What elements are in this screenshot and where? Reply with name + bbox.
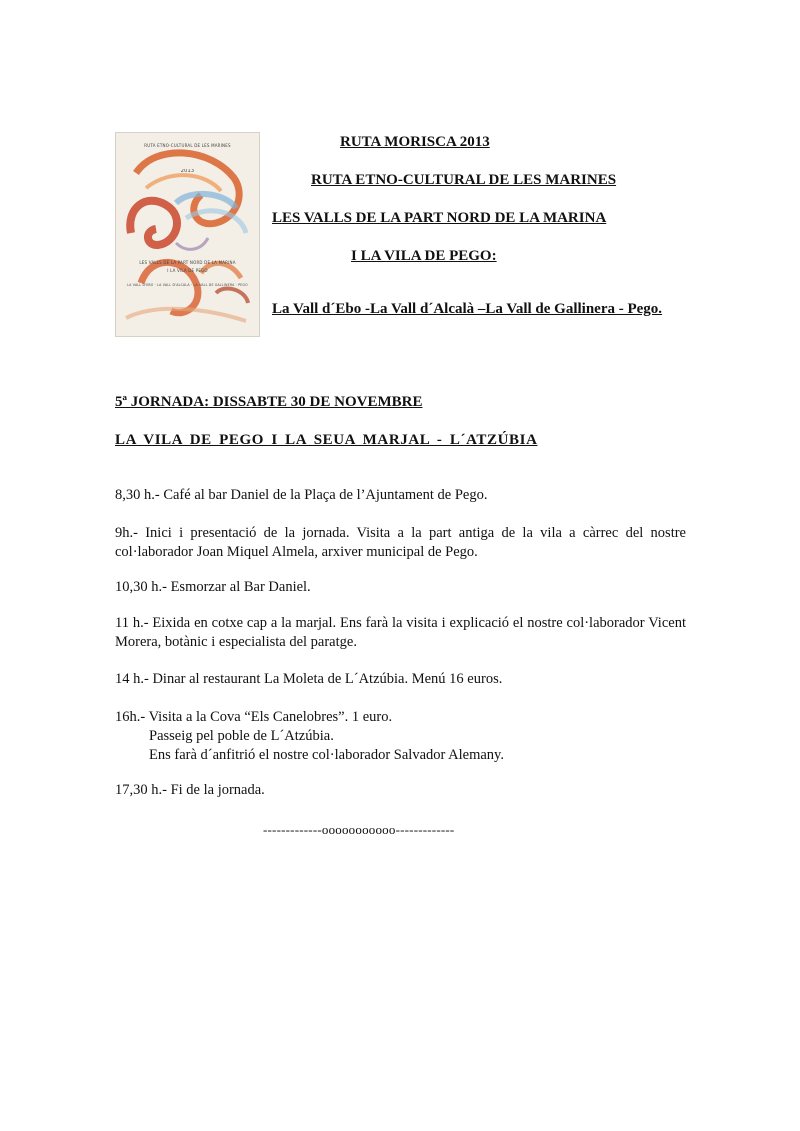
poster-caption-3: LA VALL D'EBO · LA VALL D'ALCALÀ · LA VALL DE GALLINERA · PEGO: [127, 283, 248, 287]
schedule-item-cave-visit: [115, 708, 686, 765]
poster-artwork: [116, 133, 259, 336]
title-les-valls: LES VALLS DE LA PART NORD DE LA MARINA: [272, 210, 607, 226]
schedule-item-presentation: 9h.- Inici i presentació de la jornada. Visita a la part antiga de la vila a càrrec del nostre col·laborador Joan Miquel Almela, arxiver municipal de Pego.: [115, 525, 686, 560]
schedule-item-end: 17,30 h.- Fi de la jornada.: [115, 782, 265, 798]
title-ruta-etno-cultural: RUTA ETNO-CULTURAL DE LES MARINES: [311, 172, 617, 188]
poster-image: [115, 132, 260, 337]
poster-year: 2013: [180, 169, 195, 174]
village-walk-line: Passeig pel poble de L´Atzúbia.: [149, 728, 334, 744]
poster-caption-2: I LA VILA DE PEGO: [167, 268, 208, 273]
poster-top-line: RUTA ETNO-CULTURAL DE LES MARINES: [144, 143, 231, 148]
towns-list: La Vall d´Ebo -La Vall d´Alcalà –La Vall de Gallinera - Pego.: [272, 301, 663, 317]
separator-line: -------------ooooooooooo-------------: [263, 822, 455, 837]
host-line: Ens farà d´anfitrió el nostre col·laborador Salvador Alemany.: [149, 747, 504, 763]
title-vila-de-pego: I LA VILA DE PEGO:: [351, 248, 497, 264]
schedule-item-marjal-visit: 11 h.- Eixida en cotxe cap a la marjal. Ens farà la visita i explicació el nostre col·laborador Vicent Morera, botànic i especialista del paratge.: [115, 615, 686, 650]
title-ruta-morisca: RUTA MORISCA 2013: [340, 134, 490, 150]
schedule-item-breakfast: 10,30 h.- Esmorzar al Bar Daniel.: [115, 579, 311, 595]
cave-visit-line: 16h.- Visita a la Cova “Els Canelobres”. 1 euro.: [115, 709, 393, 725]
schedule-item-coffee: 8,30 h.- Café al bar Daniel de la Plaça de l’Ajuntament de Pego.: [115, 487, 488, 503]
day-heading: 5ª JORNADA: DISSABTE 30 DE NOVEMBRE: [115, 394, 423, 410]
schedule-item-lunch: 14 h.- Dinar al restaurant La Moleta de L´Atzúbia. Menú 16 euros.: [115, 671, 503, 687]
poster-caption-1: LES VALLS DE LA PART NORD DE LA MARINA: [139, 260, 236, 265]
day-subheading: LA VILA DE PEGO I LA SEUA MARJAL - L´ATZÚBIA: [115, 432, 538, 448]
